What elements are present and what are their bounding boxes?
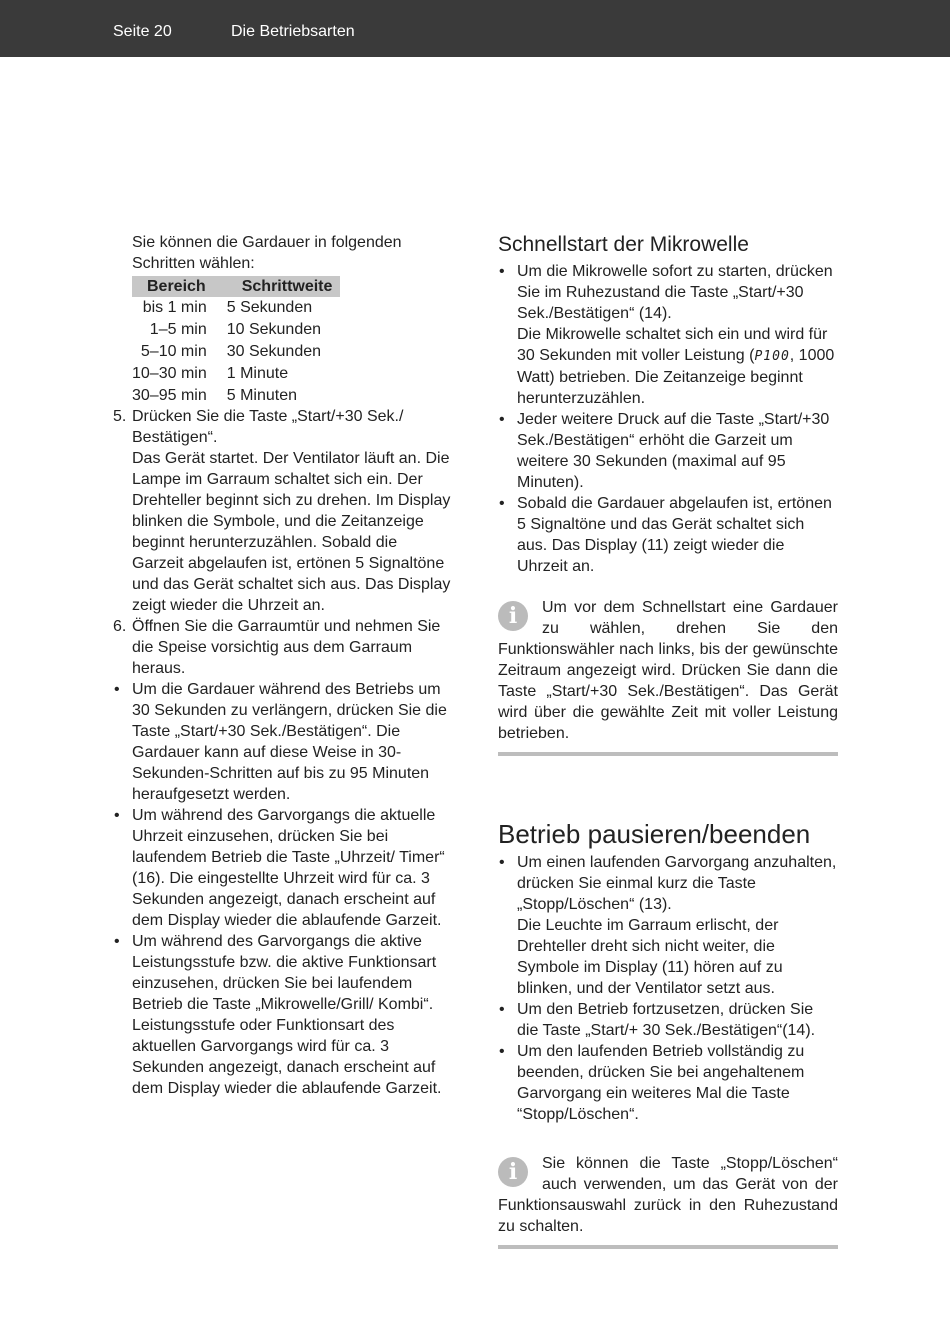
left-bullet-list — [113, 679, 453, 1099]
table-header-row — [132, 276, 340, 297]
list-item: • Um während des Garvorgangs die aktuelle Uhrzeit einzusehen, drücken Sie bei laufendem Betrieb die Taste „Uhrzeit/ Timer“ (16). Die eingestellte Uhrzeit wird für ca. 3 Sekunden angezeigt, danach erscheint auf dem Display wieder die ablaufende Garzeit. — [113, 805, 453, 931]
table-cell-range: 30–95 min — [132, 386, 207, 404]
section-heading-quickstart: Schnellstart der Mikrowelle — [498, 233, 749, 256]
step-number: 6. — [113, 617, 127, 635]
step-size-table — [132, 276, 340, 406]
list-item-text: • Um die Mikrowelle sofort zu starten, drücken Sie im Ruhezustand die Taste „Start/+30 Sek./Bestätigen“ (14). — [517, 263, 833, 322]
table-row — [132, 319, 340, 341]
divider — [498, 1245, 838, 1249]
step-item — [113, 616, 453, 679]
intro-text: Sie können die Gardauer in folgenden Schritten wählen: — [132, 234, 402, 272]
table-row — [132, 297, 340, 319]
table-cell-step: 1 Minute — [226, 364, 289, 382]
divider — [498, 752, 838, 756]
step-text: Drücken Sie die Taste „Start/+30 Sek./ Bestätigen“. — [132, 407, 404, 446]
header-title: Die Betriebsarten — [231, 23, 355, 40]
detail-text-b: , 1000 Watt) betrieben. Die Zeitanzeige beginnt herunterzuzählen. — [517, 347, 835, 407]
list-item — [498, 852, 838, 999]
list-item: • Um die Gardauer während des Betriebs um 30 Sekunden zu verlängern, drücken Sie die Taste „Start/+30 Sek./Bestätigen“. Die Gardauer kann auf diese Weise in 30-Sekunden-Schritten auf bis zu 95 Minuten heraufgesetzt werden. — [113, 679, 453, 805]
table-cell-step: 30 Sekunden — [226, 342, 322, 360]
list-item: • Jeder weitere Druck auf die Taste „Start/+30 Sek./Bestätigen“ erhöht die Garzeit um weitere 30 Sekunden (maximal auf 95 Minuten). — [498, 409, 838, 493]
info-note-quickstart — [498, 597, 838, 756]
step-number: 5. — [113, 407, 127, 425]
detail-text-a: Die Mikrowelle schaltet sich ein und wird für 30 Sekunden mit voller Leistung ( — [517, 326, 828, 364]
table-cell-step: 5 Sekunden — [226, 299, 313, 317]
list-item — [498, 261, 838, 409]
display-code: P100 — [754, 349, 790, 364]
list-item-text: • Um einen laufenden Garvorgang anzuhalten, drücken Sie einmal kurz die Taste „Stopp/Löschen“ (13). — [517, 854, 837, 913]
list-item-detail — [517, 324, 838, 409]
table-row — [132, 341, 340, 363]
info-note-pause — [498, 1153, 838, 1249]
table-cell-step: 5 Minuten — [226, 386, 297, 404]
info-note-text: Um vor dem Schnellstart eine Gardauer zu wählen, drehen Sie den Funktionswähler nach links, bis der gewünschte Zeitraum angezeigt wird. Drücken Sie dann die Taste „Start/+30 Sek./Bestätigen“. Das Gerät wird über die gewählte Zeit mit voller Leistung betrieben. — [498, 599, 838, 742]
info-icon: i — [498, 1157, 528, 1187]
left-column — [113, 232, 453, 1099]
page-header — [0, 0, 950, 57]
pause-bullet-list — [498, 852, 838, 1125]
list-item: • Um den Betrieb fortzusetzen, drücken Sie die Taste „Start/+ 30 Sek./Bestätigen“(14). — [498, 999, 838, 1041]
quickstart-bullet-list — [498, 261, 838, 577]
info-icon: i — [498, 601, 528, 631]
table-row — [132, 362, 340, 384]
table-cell-range: 5–10 min — [140, 342, 207, 360]
list-item-detail: Die Leuchte im Garraum erlischt, der Drehteller dreht sich nicht weiter, die Symbole im Display (11) hören auf zu blinken, und der Ventilator setzt aus. — [517, 917, 783, 997]
step-item — [113, 406, 453, 616]
list-item: • Um den laufenden Betrieb vollständig zu beenden, drücken Sie bei angehaltenem Garvorgang ein weiteres Mal die Taste “Stopp/Löschen“. — [498, 1041, 838, 1125]
section-heading-pause: Betrieb pausieren/beenden — [498, 819, 811, 849]
table-cell-range: bis 1 min — [142, 299, 207, 317]
list-item: • Um während des Garvorgangs die aktive Leistungsstufe bzw. die aktive Funktionsart einzusehen, drücken Sie bei laufendem Betrieb die Taste „Mikrowelle/Grill/ Kombi“. Leistungsstufe oder Funktionsart des aktuellen Garvorgangs wird für ca. 3 Sekunden angezeigt, danach erscheint auf dem Display wieder die ablaufende Garzeit. — [113, 931, 453, 1099]
page-number: Seite 20 — [113, 23, 172, 40]
table-row — [132, 384, 340, 406]
info-note-text: Sie können die Taste „Stopp/Löschen“ auch verwenden, um das Gerät von der Funktionsauswahl zurück in den Ruhezustand zu schalten. — [498, 1155, 838, 1235]
numbered-steps — [113, 406, 453, 679]
table-header-cell: Schrittweite — [227, 276, 341, 297]
right-column — [498, 232, 838, 1249]
table-cell-step: 10 Sekunden — [226, 321, 322, 339]
list-item: • Sobald die Gardauer abgelaufen ist, ertönen 5 Signaltöne und das Gerät schaltet sich aus. Das Display (11) zeigt wieder die Uhrzeit an. — [498, 493, 838, 577]
table-cell-range: 10–30 min — [132, 364, 207, 382]
table-cell-range: 1–5 min — [149, 321, 207, 339]
step-text: Öffnen Sie die Garraumtür und nehmen Sie die Speise vorsichtig aus dem Garraum heraus. — [132, 617, 441, 677]
table-header-cell: Bereich — [132, 276, 227, 297]
step-detail: Das Gerät startet. Der Ventilator läuft an. Die Lampe im Garraum schaltet sich ein. Der Drehteller beginnt sich zu drehen. Im Display blinken die Symbole, und die Zeitanzeige beginnt herunterzuzählen. Sobald die Garzeit abgelaufen ist, ertönen 5 Signaltöne und das Gerät schaltet sich aus. Das Display zeigt wieder die Uhrzeit an. — [132, 449, 451, 614]
